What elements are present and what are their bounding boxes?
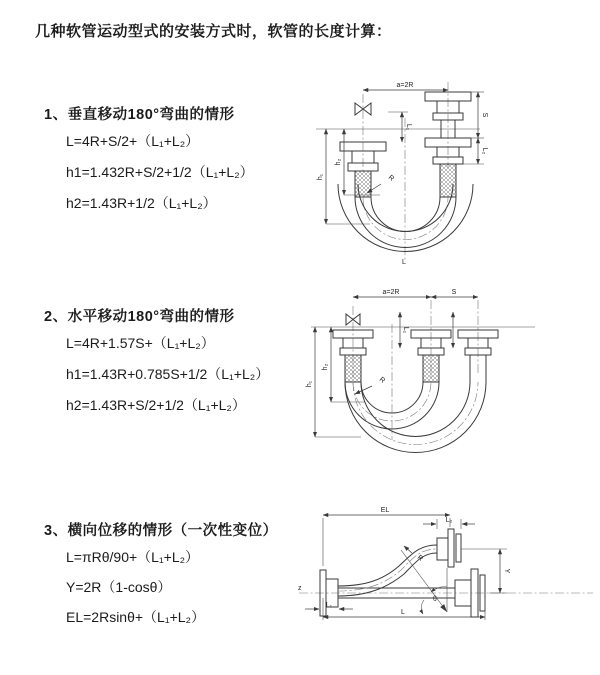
diagram-lateral-displacement <box>295 502 600 654</box>
section-2-heading: 2、水平移动180°弯曲的情形 <box>44 309 235 325</box>
angle-label: θ <box>433 596 437 603</box>
dim-label: Y <box>503 568 510 574</box>
section-1-heading: 1、垂直移动180°弯曲的情形 <box>44 107 235 123</box>
braided-hose-section <box>355 171 371 197</box>
formula-line: L=4R+1.57S+（L₁+L₂） <box>66 335 215 351</box>
braided-hose-section <box>423 355 439 382</box>
section-1-formulas <box>66 126 254 219</box>
dim-label: L₂ <box>481 147 488 155</box>
formula-line: L=4R+S/2+（L₁+L₂） <box>66 133 200 149</box>
radius-label: R <box>386 174 396 183</box>
formula-line: h1=1.43R+0.785S+1/2（L₁+L₂） <box>66 366 270 382</box>
dim-label: h₁ <box>317 173 324 181</box>
length-label: L <box>401 609 405 616</box>
u-bend-position-2 <box>345 382 486 453</box>
dim-label: S <box>451 289 457 296</box>
dim-label: L₁ <box>405 123 412 131</box>
dim-label: a=2R <box>382 289 400 296</box>
dim-label: a=2R <box>396 82 414 89</box>
middle-fitting <box>411 330 451 382</box>
dim-label: L₂ <box>445 517 453 524</box>
radius-leader <box>404 546 412 553</box>
datum-mark: z <box>298 585 302 592</box>
radius-label: R <box>415 554 425 563</box>
dim-label: h₂ <box>335 158 342 166</box>
dim-label: S <box>481 112 488 118</box>
dim-label: L₁ <box>402 326 409 334</box>
formula-line: L=πRθ/90+（L₁+L₂） <box>66 549 200 565</box>
left-fitting <box>333 330 373 382</box>
diagram-vertical-180-bend <box>308 72 598 268</box>
dim-label: h₁ <box>306 380 313 388</box>
formula-line: h2=1.43R+S/2+1/2（L₁+L₂） <box>66 397 246 413</box>
right-fitting <box>425 92 471 197</box>
length-label: L <box>402 259 406 266</box>
braided-hose-section <box>345 355 361 382</box>
formula-line: h2=1.43R+1/2（L₁+L₂） <box>66 195 217 211</box>
section-2-formulas <box>66 328 269 421</box>
page-title: 几种软管运动型式的安装方式时，软管的长度计算： <box>35 23 392 40</box>
radius-label: R <box>377 376 387 385</box>
section-3-formulas <box>66 542 205 632</box>
dim-label: L₁ <box>325 602 333 609</box>
radius-leader <box>355 386 372 394</box>
formula-line: EL=2Rsinθ+（L₁+L₂） <box>66 609 205 625</box>
braided-hose-section <box>440 164 456 197</box>
dim-label: EL <box>380 507 390 514</box>
dim-label: h₂ <box>322 363 329 371</box>
upper-fitting <box>437 529 461 567</box>
formula-line: Y=2R（1-cosθ） <box>66 579 172 595</box>
section-3-heading: 3、横向位移的情形（一次性变位） <box>44 523 278 539</box>
formula-line: h1=1.432R+S/2+1/2（L₁+L₂） <box>66 164 254 180</box>
diagram-horizontal-180-bend <box>303 282 598 464</box>
